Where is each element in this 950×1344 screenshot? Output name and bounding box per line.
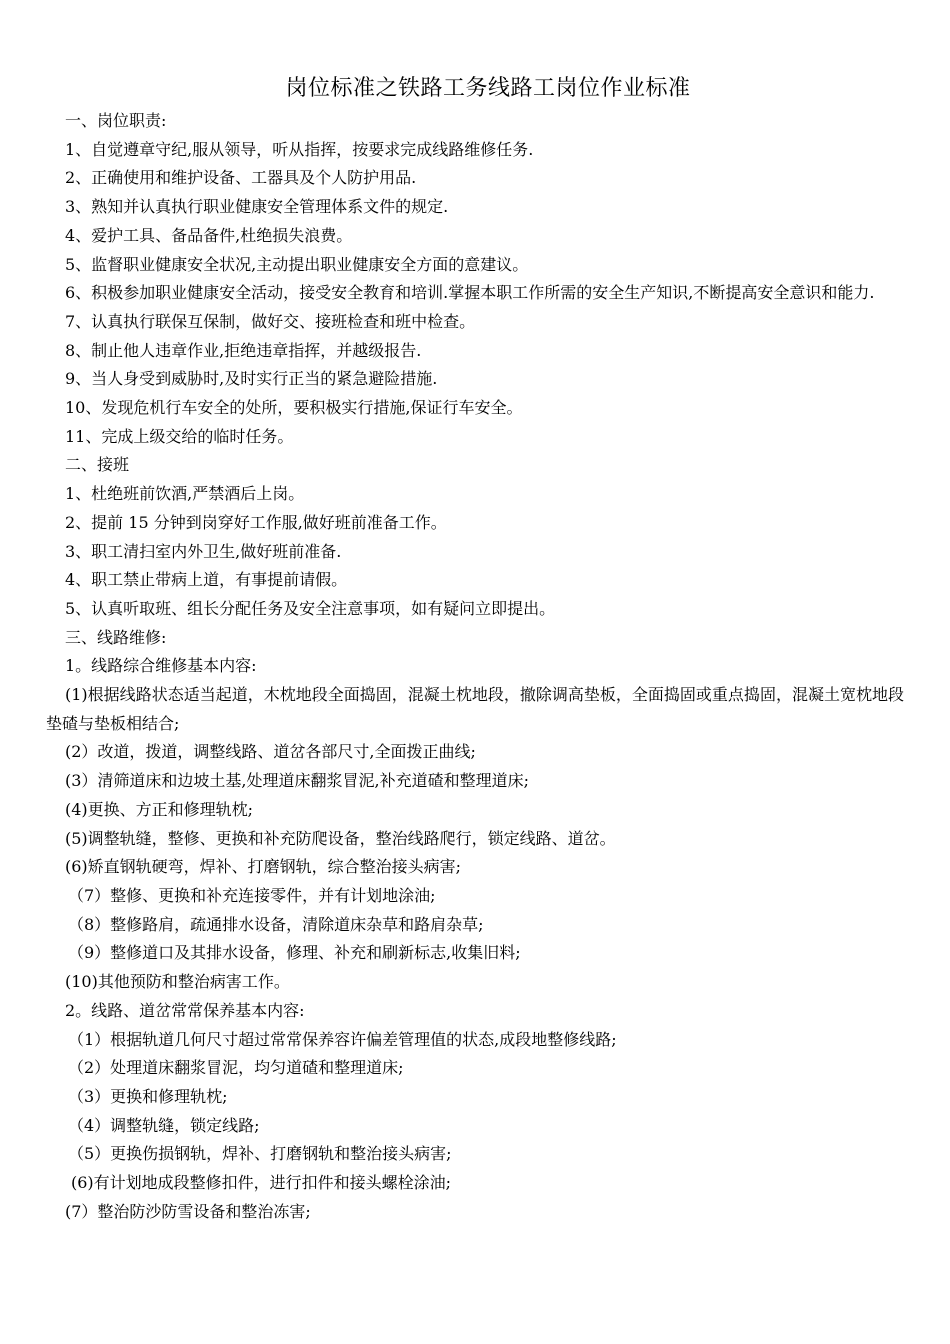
document-line: 7、认真执行联保互保制，做好交、接班检查和班中检查。 xyxy=(65,311,476,331)
document-line: 8、制止他人违章作业,拒绝违章指挥，并越级报告. xyxy=(65,340,422,360)
document-line: （9）整修道口及其排水设备，修理、补充和刷新标志,收集旧料; xyxy=(68,943,521,963)
document-line: (1)根据线路状态适当起道，木枕地段全面捣固，混凝土枕地段，撤除调高垫板，全面捣固或重点捣固，混凝土宽枕地段垫碴与垫板相结合; xyxy=(46,685,904,733)
document-line: 9、当人身受到威胁时,及时实行正当的紧急避险措施. xyxy=(65,369,438,389)
document-line: 4、爱护工具、备品备件,杜绝损失浪费。 xyxy=(65,225,353,245)
document-line: 二、接班 xyxy=(65,455,130,475)
document-line: 11、完成上级交给的临时任务。 xyxy=(65,426,294,446)
document-line: 10、发现危机行车安全的处所，要积极实行措施,保证行车安全。 xyxy=(65,398,523,418)
document-line: 2、提前 15 分钟到岗穿好工作服,做好班前准备工作。 xyxy=(65,512,447,532)
document-line: （4）调整轨缝，锁定线路; xyxy=(68,1115,260,1135)
document-line: (10)其他预防和整治病害工作。 xyxy=(65,972,290,992)
document-line: （1）根据轨道几何尺寸超过常常保养容许偏差管理值的状态,成段地整修线路; xyxy=(68,1029,617,1049)
document-line: 2、正确使用和维护设备、工器具及个人防护用品. xyxy=(65,168,417,188)
document-body xyxy=(46,107,904,1226)
document-title: 岗位标准之铁路工务线路工岗位作业标准 xyxy=(285,76,691,101)
document-line: （8）整修路肩，疏通排水设备，清除道床杂草和路肩杂草; xyxy=(68,914,484,934)
document-line: 5、监督职业健康安全状况,主动提出职业健康安全方面的意建议。 xyxy=(65,254,529,274)
document-line: (7）整治防沙防雪设备和整治冻害; xyxy=(65,1201,311,1221)
document-line: (3）清筛道床和边坡土基,处理道床翻浆冒泥,补充道碴和整理道床; xyxy=(65,771,529,791)
document-line: (6)矫直钢轨硬弯，焊补、打磨钢轨，综合整治接头病害; xyxy=(65,857,462,877)
document-line: 一、岗位职责: xyxy=(65,111,167,130)
document-line: （5）更换伤损钢轨，焊补、打磨钢轨和整治接头病害; xyxy=(68,1144,452,1164)
document-line: （3）更换和修理轨枕; xyxy=(68,1086,228,1106)
document-line: 3、熟知并认真执行职业健康安全管理体系文件的规定. xyxy=(65,197,449,217)
document-line: 1、杜绝班前饮酒,严禁酒后上岗。 xyxy=(65,484,305,504)
document-line: 三、线路维修: xyxy=(65,627,167,647)
document-line: 3、职工清扫室内外卫生,做好班前准备. xyxy=(65,541,342,561)
document-line: (5)调整轨缝，整修、更换和补充防爬设备，整治线路爬行，锁定线路、道岔。 xyxy=(65,828,616,848)
document-line: （7）整修、更换和补充连接零件，并有计划地涂油; xyxy=(68,885,436,905)
document-line: 6、积极参加职业健康安全活动，接受安全教育和培训.掌握本职工作所需的安全生产知识,不断提高安全意识和能力. xyxy=(65,283,875,303)
document-line: 5、认真听取班、组长分配任务及安全注意事项，如有疑问立即提出。 xyxy=(65,598,556,618)
document-line: (6)有计划地成段整修扣件，进行扣件和接头螺栓涂油; xyxy=(71,1173,452,1193)
document-line: 4、职工禁止带病上道，有事提前请假。 xyxy=(65,570,348,590)
document-line: (2）改道，拨道，调整线路、道岔各部尺寸,全面拨正曲线; xyxy=(65,742,476,762)
document-line: 1、自觉遵章守纪,服从领导，听从指挥，按要求完成线路维修任务. xyxy=(65,139,534,159)
document-line: 2。线路、道岔常常保养基本内容: xyxy=(65,1000,305,1020)
document-line: 1。线路综合维修基本内容: xyxy=(65,656,257,676)
document-line: (4)更换、方正和修理轨枕; xyxy=(65,799,254,819)
document-line: （2）处理道床翻浆冒泥，均匀道碴和整理道床; xyxy=(68,1058,404,1078)
